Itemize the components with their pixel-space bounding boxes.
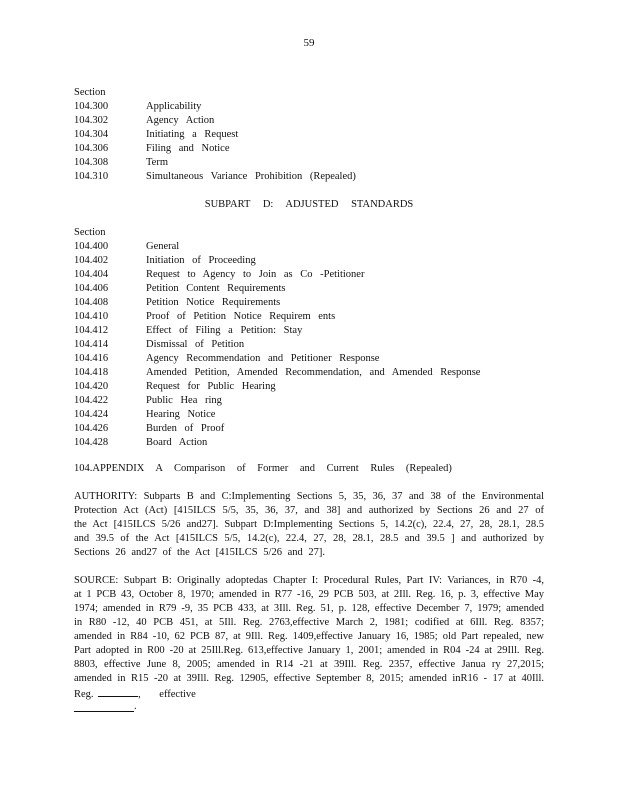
section-number: 104.428 (74, 437, 109, 448)
section-number: 104.404 (74, 269, 109, 280)
section-number: 104.422 (74, 395, 109, 406)
section-entry (74, 100, 554, 114)
section-entry (74, 268, 554, 282)
section-title: Petition Notice Requirements (146, 297, 281, 308)
section-title: Petition Content Requirements (146, 283, 286, 294)
section-entry (74, 170, 554, 184)
blank-effective-date (74, 702, 134, 712)
section-number: 104.418 (74, 367, 109, 378)
section-title: Agency Action (146, 115, 215, 126)
authority-paragraph: AUTHORITY: Subparts B and C:Implementing Sections 5, 35, 36, 37 and 38 of the Environmental Protection Act (Act) [415ILCS 5/5, 35, 36, 37, and 38] and authorized by Sections 26 and 27 of the Act [415ILCS 5/26 and27]. Subpart D:Implementing Sections 5, 14.2(c), 22.4, 27, 28, 28.1, 28.5 and 39.5 of the Act [415ILCS 5/5, 14.2(c), 22.4, 27, 28, 28.1, 28.5 and 39.5 ] and authorized by Sections 26 and27 of the Act [415ILCS 5/26 and 27]. (74, 491, 544, 558)
source-comma: , (138, 689, 141, 700)
section-entry (74, 240, 554, 254)
section-number: 104.310 (74, 171, 109, 182)
section-entry (74, 282, 554, 296)
section-title: Dismissal of Petition (146, 339, 245, 350)
section-title: Filing and Notice (146, 143, 230, 154)
source-paragraph (74, 574, 544, 712)
section-number: 104.420 (74, 381, 109, 392)
section-title: Simultaneous Variance Prohibition (Repealed) (146, 171, 356, 182)
section-number: 104.400 (74, 241, 109, 252)
section-entry (74, 142, 554, 156)
section-number: 104.414 (74, 339, 109, 350)
section-number: 104.412 (74, 325, 109, 336)
section-list-subpart-c (74, 86, 554, 184)
source-effective: effective (159, 689, 196, 700)
section-entry (74, 366, 554, 380)
section-number: 104.410 (74, 311, 109, 322)
section-entry (74, 408, 554, 422)
section-number: 104.402 (74, 255, 109, 266)
section-number: 104.308 (74, 157, 109, 168)
section-number: 104.416 (74, 353, 109, 364)
section-number: 104.406 (74, 283, 109, 294)
section-title: Initiating a Request (146, 129, 239, 140)
appendix-title: 104.APPENDIX A Comparison of Former and Current Rules (Repealed) (74, 463, 452, 474)
page-number: 59 (303, 37, 315, 49)
section-number: 104.408 (74, 297, 109, 308)
section-title: Effect of Filing a Petition: Stay (146, 325, 303, 336)
section-title: Term (146, 157, 169, 168)
section-entry (74, 254, 554, 268)
source-end: . (134, 701, 137, 712)
section-title: Proof of Petition Notice Requirem ents (146, 311, 336, 322)
section-entry (74, 380, 554, 394)
section-list-subpart-d (74, 226, 554, 450)
section-entry (74, 310, 554, 324)
section-title: Request for Public Hearing (146, 381, 276, 392)
section-title: General (146, 241, 180, 252)
blank-register-page (98, 686, 138, 697)
section-entry (74, 324, 554, 338)
section-number: 104.306 (74, 143, 109, 154)
section-title: Initiation of Proceeding (146, 255, 256, 266)
section-number: 104.300 (74, 101, 109, 112)
section-number: 104.426 (74, 423, 109, 434)
section-entry (74, 296, 554, 310)
section-number: 104.302 (74, 115, 109, 126)
subpart-heading: SUBPART D: ADJUSTED STANDARDS (204, 199, 414, 210)
section-title: Public Hea ring (146, 395, 222, 406)
section-title: Hearing Notice (146, 409, 216, 420)
section-number: 104.424 (74, 409, 109, 420)
section-number: 104.304 (74, 129, 109, 140)
section-entry (74, 394, 554, 408)
section-entry (74, 156, 554, 170)
section-entry (74, 352, 554, 366)
section-title: Board Action (146, 437, 208, 448)
section-entry (74, 128, 554, 142)
section-label: Section (74, 227, 106, 238)
section-label: Section (74, 87, 106, 98)
section-entry (74, 436, 554, 450)
source-text: SOURCE: Subpart B: Originally adoptedas Chapter I: Procedural Rules, Part IV: Variances, in R70 -4, at 1 PCB 43, October 8, 1970; amended in R77 -16, 29 PCB 503, at 2Ill. Reg. 16, p. 3, effective May 1974; amended in R79 -9, 35 PCB 433, at 3Ill. Reg. 51, p. 128, effective December 7, 1979; amended in R80 -12, 40 PCB 451, at 5Ill. Reg. 2763,effective March 2, 1981; codified at 6Ill. Reg. 8357; amended in R84 -10, 62 PCB 87, at 9Ill. Reg. 1409,effective January 16, 1985; old Part repealed, new Part adopted in R00 -20 at 25Ill.Reg. 613,effective January 1, 2001; amended in R04 -24 at 29Ill. Reg. 8803, effective June 8, 2005; amended in R14 -21 at 39Ill. Reg. 2357, effective Janua ry 27,2015; amended in R15 -20 at 39Ill. Reg. 12905, effective September 8, 2015; amended inR16 - 17 at 40Ill. Reg. (74, 575, 544, 700)
section-title: Burden of Proof (146, 423, 225, 434)
section-entry (74, 422, 554, 436)
section-title: Agency Recommendation and Petitioner Response (146, 353, 380, 364)
section-title: Request to Agency to Join as Co -Petitioner (146, 269, 365, 280)
section-title: Applicability (146, 101, 202, 112)
section-title: Amended Petition, Amended Recommendation, and Amended Response (146, 367, 481, 378)
section-entry (74, 114, 554, 128)
section-entry (74, 338, 554, 352)
